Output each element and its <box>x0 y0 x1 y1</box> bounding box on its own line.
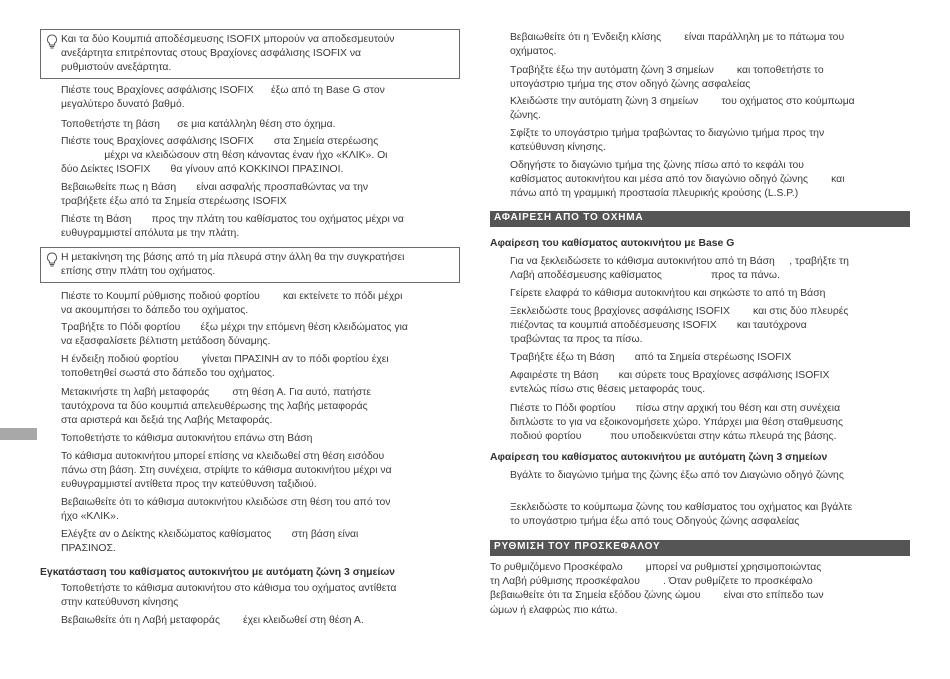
instruction-paragraph: Τοποθετήστε το κάθισμα αυτοκινήτου στο κάθισμα του οχήματος αντίθετα στην κατεύθυνση κίνησης <box>61 583 397 609</box>
instruction-paragraph: Το κάθισμα αυτοκινήτου μπορεί επίσης να κλειδωθεί στη θέση εισόδου πάνω στη βάση. Στη συνέχεια, στρίψτε το κάθισμα αυτοκινήτου μέχρι να ευθυγραμμιστεί αντίθετα προς την κατεύθυνση ταξιδιού. <box>61 451 392 491</box>
subheading-remove-base: Αφαίρεση του καθίσματος αυτοκινήτου με Base G <box>490 238 735 249</box>
note-box-base <box>40 247 460 283</box>
instruction-paragraph: Τοποθετήστε το κάθισμα αυτοκινήτου επάνω στη Βάση <box>61 433 313 444</box>
instruction-paragraph: Σφίξτε το υπογάστριο τμήμα τραβώντας το διαγώνιο τμήμα προς την κατεύθυνση κίνησης. <box>510 128 825 154</box>
lightbulb-icon <box>46 252 58 268</box>
instruction-paragraph: Βεβαιωθείτε πως η Βάση είναι ασφαλής προσπαθώντας να την τραβήξετε έξω από τα Σημεία στερέωσης ISOFIX <box>61 182 369 208</box>
instruction-paragraph: Αφαιρέστε τη Βάση και σύρετε τους Βραχίονες ασφάλισης ISOFIX εντελώς πίσω στις θέσεις μεταφοράς τους. <box>510 370 830 396</box>
section-header-headrest: ΡΥΘΜΙΣΗ ΤΟΥ ΠΡΟΣΚΕΦΑΛΟΥ <box>490 540 910 556</box>
instruction-paragraph: Γείρετε ελαφρά το κάθισμα αυτοκινήτου και σηκώστε το από τη Βάση <box>510 288 826 299</box>
instruction-paragraph: Πιέστε το Κουμπί ρύθμισης ποδιού φορτίου και εκτείνετε το πόδι μέχρι να ακουμπήσει το δάπεδο του οχήματος. <box>61 291 403 317</box>
side-tab-marker <box>0 428 37 440</box>
instruction-paragraph: Πιέστε τη Βάση προς την πλάτη του καθίσματος του οχήματος μέχρι να ευθυγραμμιστεί απόλυτα με την πλάτη. <box>61 214 404 240</box>
instruction-paragraph: Το ρυθμιζόμενο Προσκέφαλο μπορεί να ρυθμιστεί χρησιμοποιώντας τη Λαβή ρύθμισης προσκέφαλου . Όταν ρυθμίζετε το προσκέφαλο βεβαιωθείτε ότι τα Σημεία εξόδου ζώνης ώμου είναι στο επίπεδο των ώμων ή ελαφρώς πιο κάτω. <box>490 562 824 616</box>
lightbulb-icon <box>46 34 58 50</box>
instruction-paragraph: Κλειδώστε την αυτόματη ζώνη 3 σημείων του οχήματος στο κούμπωμα ζώνης. <box>510 96 855 122</box>
instruction-paragraph: Για να ξεκλειδώσετε το κάθισμα αυτοκινήτου από τη Βάση , τραβήξτε τη Λαβή αποδέσμευσης καθίσματος προς τα πάνω. <box>510 256 849 282</box>
note-text: Η μετακίνηση της βάσης από τη μία πλευρά στην άλλη θα την συγκρατήσει επίσης στην πλάτη του οχήματος. <box>61 252 405 278</box>
instruction-paragraph: Ξεκλειδώστε το κούμπωμα ζώνης του καθίσματος του οχήματος και βγάλτε το υπογάστριο τμήμα έξω από τους Οδηγούς ζώνης ασφαλείας <box>510 502 853 528</box>
note-text: Και τα δύο Κουμπιά αποδέσμευσης ISOFIX μπορούν να αποδεσμευτούν ανεξάρτητα επιτρέποντας στους Βραχίονες ασφάλισης ISOFIX να ρυθμιστούν ανεξάρτητα. <box>61 34 395 74</box>
instruction-paragraph: Βεβαιωθείτε ότι η Ένδειξη κλίσης είναι παράλληλη με το πάτωμα του οχήματος. <box>510 32 845 58</box>
instruction-paragraph: Πιέστε το Πόδι φορτίου πίσω στην αρχική του θέση και στη συνέχεια διπλώστε το για να εξοικονομήσετε χώρο. Υπάρχει μια θέση σταθμευσης ποδιού φορτίου που υποδεικνύεται στην κάτω πλευρά της βάσης. <box>510 403 843 443</box>
instruction-paragraph: Βεβαιωθείτε ότι η Λαβή μεταφοράς έχει κλειδωθεί στη θέση Α. <box>61 615 364 626</box>
instruction-paragraph: Πιέστε τους Βραχίονες ασφάλισης ISOFIX έξω από τη Base G στον μεγαλύτερο δυνατό βαθμό. <box>61 85 385 111</box>
instruction-paragraph: Βγάλτε το διαγώνιο τμήμα της ζώνης έξω από τον Διαγώνιο οδηγό ζώνης <box>510 470 844 481</box>
subheading-install-belt: Εγκατάσταση του καθίσματος αυτοκινήτου με αυτόματη ζώνη 3 σημείων <box>40 567 395 578</box>
instruction-paragraph: Τοποθετήστε τη βάση σε μια κατάλληλη θέση στο όχημα. <box>61 119 336 130</box>
instruction-paragraph: Πιέστε τους Βραχίονες ασφάλισης ISOFIX στα Σημεία στερέωσης μέχρι να κλειδώσουν στη θέση κάνοντας έναν ήχο «ΚΛΙΚ». Οι δύο Δείκτες ISOFIX θα γίνουν από ΚΟΚΚΙΝΟΙ ΠΡΑΣΙΝΟΙ. <box>61 136 388 176</box>
instruction-paragraph: Τραβήξτε το Πόδι φορτίου έξω μέχρι την επόμενη θέση κλειδώματος για να εξασφαλίσετε βέλτιστη μετάδοση δύναμης. <box>61 322 408 348</box>
instruction-paragraph: Τραβήξτε έξω την αυτόματη ζώνη 3 σημείων και τοποθετήστε το υπογάστριο τμήμα της στον οδηγό ζώνης ασφαλείας <box>510 65 824 91</box>
instruction-paragraph: Μετακινήστε τη λαβή μεταφοράς στη θέση Α. Για αυτό, πατήστε ταυτόχρονα τα δύο κουμπιά απελευθέρωσης της λαβής μεταφοράς στα αριστερά και δεξιά της Λαβής Μεταφοράς. <box>61 387 372 427</box>
instruction-paragraph: Βεβαιωθείτε ότι το κάθισμα αυτοκινήτου κλειδώσε στη θέση του από τον ήχο «ΚΛΙΚ». <box>61 497 391 523</box>
section-header-removal: ΑΦΑΙΡΕΣΗ ΑΠΟ ΤΟ ΟΧΗΜΑ <box>490 211 910 227</box>
instruction-paragraph: Τραβήξτε έξω τη Βάση από τα Σημεία στερέωσης ISOFIX <box>510 352 792 363</box>
instruction-paragraph: Ξεκλειδώστε τους βραχίονες ασφάλισης ISOFIX και στις δύο πλευρές πιέζοντας τα κουμπιά αποδέσμευσης ISOFIX και ταυτόχρονα τραβώντας τα προς τα πίσω. <box>510 306 849 346</box>
note-box-isofix <box>40 29 460 79</box>
instruction-paragraph: Η ένδειξη ποδιού φορτίου γίνεται ΠΡΑΣΙΝΗ αν το πόδι φορτίου έχει τοποθετηθεί σωστά στο δάπεδο του οχήματος. <box>61 354 389 380</box>
instruction-paragraph: Οδηγήστε το διαγώνιο τμήμα της ζώνης πίσω από το κεφάλι του καθίσματος αυτοκινήτου και μέσα από τον διαγώνιο οδηγό ζώνης και πάνω από τη γραμμική προστασία πλευρικής κρούσης (L.S.P.) <box>510 160 845 200</box>
subheading-remove-belt: Αφαίρεση του καθίσματος αυτοκινήτου με αυτόματη ζώνη 3 σημείων <box>490 452 828 463</box>
instruction-paragraph: Ελέγξτε αν ο Δείκτης κλειδώματος καθίσματος στη βάση είναι ΠΡΑΣΙΝΟΣ. <box>61 529 359 555</box>
